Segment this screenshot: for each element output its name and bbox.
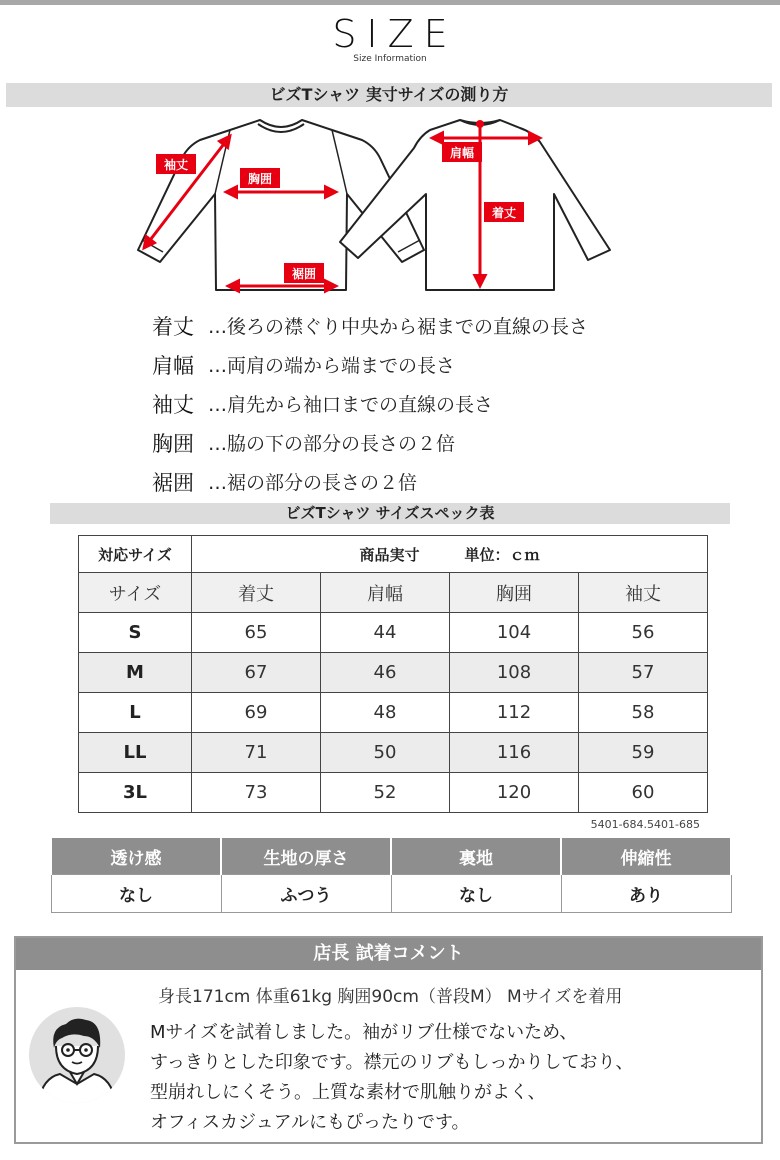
value-cell: 71 <box>192 733 321 773</box>
definition-desc: …両肩の端から端までの長さ <box>208 355 456 377</box>
size-cell: 3L <box>79 773 192 813</box>
definition-desc: …脇の下の部分の長さの２倍 <box>208 433 456 455</box>
value-cell: 46 <box>321 653 450 693</box>
size-cell: S <box>79 613 192 653</box>
size-cell: LL <box>79 733 192 773</box>
fabric-header: 生地の厚さ <box>221 838 391 875</box>
shoulder-label: 肩幅 <box>449 146 475 160</box>
table-row <box>79 693 708 733</box>
size-cell: L <box>79 693 192 733</box>
value-cell: 56 <box>579 613 708 653</box>
fabric-value: ふつう <box>221 875 391 913</box>
value-cell: 65 <box>192 613 321 653</box>
table-row <box>79 733 708 773</box>
measure-section-title: ビズTシャツ 実寸サイズの測り方 <box>6 83 772 107</box>
fabric-header: 裏地 <box>391 838 561 875</box>
size-spec-table <box>78 535 708 813</box>
value-cell: 60 <box>579 773 708 813</box>
spec-section-title: ビズTシャツ サイズスペック表 <box>50 503 730 524</box>
definition-term: 袖丈 <box>152 392 194 417</box>
length-label: 着丈 <box>491 206 517 220</box>
column-header: 袖丈 <box>579 573 708 613</box>
comment-line: Mサイズを試着しました。袖がリブ仕様でないため、 <box>150 1022 578 1043</box>
definition-row <box>152 384 588 423</box>
value-cell: 67 <box>192 653 321 693</box>
page-subtitle: Size Information <box>353 54 427 64</box>
unit-label: 商品実寸 単位：ｃｍ <box>192 536 708 573</box>
staff-comment-box <box>14 936 763 1144</box>
value-cell: 44 <box>321 613 450 653</box>
tester-stats: 身長171cm 体重61kg 胸囲90cm（普段M） Mサイズを着用 <box>158 987 623 1007</box>
hem-label: 裾囲 <box>291 267 317 281</box>
page-title: SIZE <box>332 12 458 56</box>
definition-desc: …肩先から袖口までの直線の長さ <box>208 394 494 416</box>
value-cell: 50 <box>321 733 450 773</box>
fabric-value: あり <box>561 875 731 913</box>
value-cell: 116 <box>450 733 579 773</box>
value-cell: 69 <box>192 693 321 733</box>
value-cell: 58 <box>579 693 708 733</box>
value-cell: 73 <box>192 773 321 813</box>
value-cell: 108 <box>450 653 579 693</box>
fabric-value: なし <box>391 875 561 913</box>
top-rule <box>0 0 780 5</box>
neck-center-dot <box>476 120 484 128</box>
value-cell: 48 <box>321 693 450 733</box>
comment-line: オフィスカジュアルにもぴったりです。 <box>150 1112 470 1133</box>
fabric-header: 透け感 <box>51 838 221 875</box>
value-cell: 120 <box>450 773 579 813</box>
definition-term: 裾囲 <box>152 470 194 495</box>
table-row <box>79 613 708 653</box>
measurement-definitions <box>152 306 588 501</box>
column-header: 胸囲 <box>450 573 579 613</box>
definition-row <box>152 462 588 501</box>
fabric-header-row <box>51 838 731 875</box>
comment-line: すっきりとした印象です。襟元のリブもしっかりしており、 <box>150 1052 634 1073</box>
size-cell: M <box>79 653 192 693</box>
value-cell: 57 <box>579 653 708 693</box>
staff-avatar <box>28 1006 126 1104</box>
definition-term: 胸囲 <box>152 431 194 456</box>
column-header: サイズ <box>79 573 192 613</box>
fabric-value: なし <box>51 875 221 913</box>
definition-term: 肩幅 <box>152 353 194 378</box>
table-row <box>79 653 708 693</box>
column-header: 着丈 <box>192 573 321 613</box>
corner-label: 対応サイズ <box>79 536 192 573</box>
measurement-diagram <box>130 112 650 302</box>
value-cell: 104 <box>450 613 579 653</box>
comment-body <box>150 1018 750 1138</box>
comment-line: 型崩れしにくそう。上質な素材で肌触りがよく、 <box>150 1082 546 1103</box>
fabric-value-row <box>51 875 731 913</box>
table-header-row <box>79 573 708 613</box>
fabric-header: 伸縮性 <box>561 838 731 875</box>
value-cell: 59 <box>579 733 708 773</box>
sleeve-label: 袖丈 <box>163 158 189 172</box>
definition-row <box>152 345 588 384</box>
value-cell: 112 <box>450 693 579 733</box>
comment-title: 店長 試着コメント <box>16 938 761 970</box>
definition-desc: …後ろの襟ぐり中央から裾までの直線の長さ <box>208 316 589 338</box>
definition-term: 着丈 <box>152 314 194 339</box>
column-header: 肩幅 <box>321 573 450 613</box>
chest-label: 胸囲 <box>247 172 273 186</box>
definition-row <box>152 306 588 345</box>
value-cell: 52 <box>321 773 450 813</box>
product-code: 5401-684.5401-685 <box>590 818 700 831</box>
definition-row <box>152 423 588 462</box>
fabric-table <box>50 838 732 913</box>
table-row <box>79 773 708 813</box>
definition-desc: …裾の部分の長さの２倍 <box>208 472 418 494</box>
